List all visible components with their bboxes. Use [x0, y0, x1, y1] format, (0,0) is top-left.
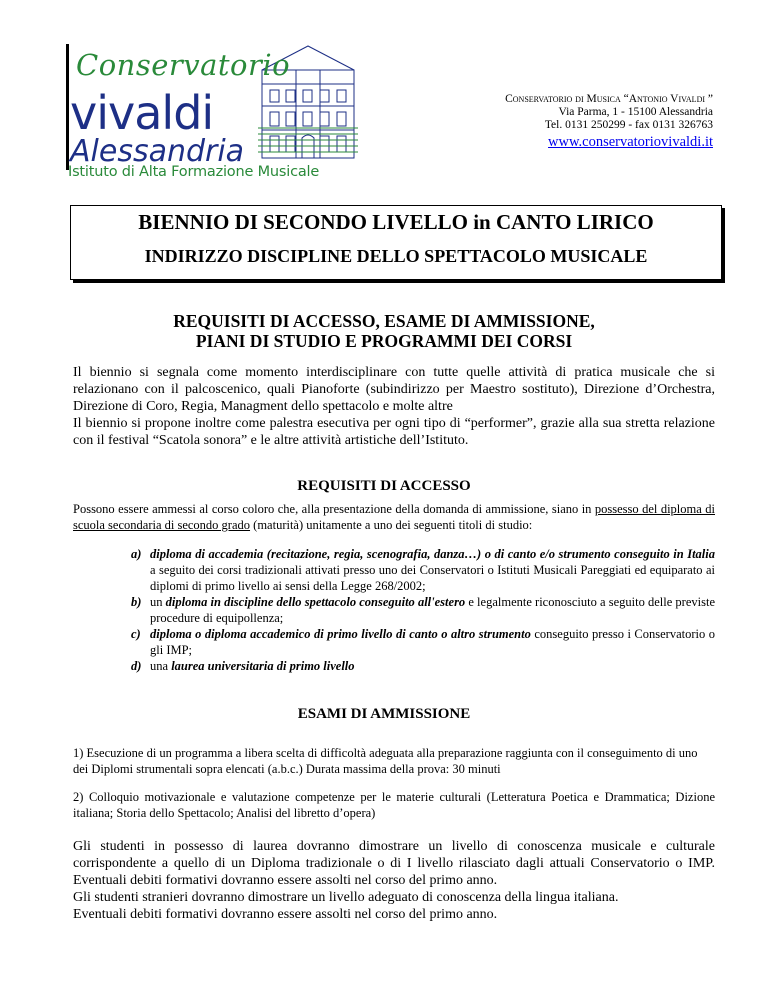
- esami-paragraph-3: Eventuali debiti formativi dovranno essere assolti nel corso del primo anno.: [73, 907, 498, 922]
- header-phone: Tel. 0131 250299 - fax 0131 326763: [544, 119, 713, 131]
- subtitle-line1: REQUISITI DI ACCESSO, ESAME DI AMMISSIONE,: [173, 311, 595, 331]
- esami-item-1: 1) Esecuzione di un programma a libera scelta di difficoltà adeguata alla preparazione raggiunta con il conseguimento di uno dei Diplomi strumentali sopra elencati (a.b.c.) Durata massima della prova: 30 minuti: [73, 746, 698, 776]
- esami-paragraph-2: Gli studenti stranieri dovranno dimostrare un livello adeguato di conoscenza della lingua italiana.: [73, 890, 619, 905]
- esami-item-2: 2) Colloquio motivazionale e valutazione competenze per le materie culturali (Letteratura Poetica e Drammatica; Dizione italiana; Storia dello Spettacolo; Analisi del libretto d’opera): [73, 790, 715, 820]
- logo-text-vivaldi: vivaldi: [70, 86, 214, 140]
- logo-text-conservatorio: Conservatorio: [76, 48, 291, 82]
- requisiti-list: [131, 546, 715, 674]
- title-line2: INDIRIZZO DISCIPLINE DELLO SPETTACOLO MUSICALE: [144, 246, 648, 266]
- title-line1: BIENNIO DI SECONDO LIVELLO in CANTO LIRICO: [138, 210, 654, 234]
- esami-notes: [73, 838, 715, 923]
- requisiti-item-c: c) diploma o diploma accademico di primo livello di canto o altro strumento conseguito presso i Conservatorio o gli IMP;: [131, 627, 715, 657]
- esami-paragraph-1: Gli studenti in possesso di laurea dovranno dimostrare un livello di conoscenza musicale e culturale corrispondente a quello di un Diploma tradizionale o di I livello rilasciato dagli attuali Conservatorio o IMP. Eventuali debiti formativi dovranno essere assolti nel corso del primo anno.: [73, 839, 715, 888]
- requisiti-item-b: b) un diploma in discipline dello spettacolo conseguito all'estero e legalmente riconosciuto a seguito delle previste procedure di equipollenza;: [131, 595, 715, 625]
- requisiti-heading: REQUISITI DI ACCESSO: [297, 478, 471, 494]
- intro-paragraph-1: Il biennio si segnala come momento interdisciplinare con tutte quelle attività di pratica musicale che si relazionano con il palcoscenico, quali Pianoforte (subindirizzo per Maestro sostituto), Direzione d’Orchestra, Direzione di Coro, Regia, Managment dello spettacolo e molte altre: [73, 365, 715, 414]
- logo-text-istituto: Istituto di Alta Formazione Musicale: [68, 164, 320, 180]
- intro-text: [73, 364, 715, 449]
- website-link[interactable]: www.conservatoriovivaldi.it: [548, 134, 713, 150]
- esami-heading: ESAMI DI AMMISSIONE: [297, 706, 471, 722]
- requisiti-item-a: a) diploma di accademia (recitazione, regia, scenografia, danza…) o di canto e/o strumento conseguito in Italia a seguito dei corsi tradizionali attivati presso uno dei Conservatori o Istituti Musicali Pareggiati ed equiparato ai diplomi di primo livello ai sensi della Legge 268/2002;: [131, 547, 715, 593]
- header-institution: Conservatorio di Musica “Antonio Vivaldi ”: [505, 93, 713, 105]
- requisiti-underlined: possesso del diploma di scuola secondaria di secondo grado: [73, 502, 715, 532]
- requisiti-item-d: d) una laurea universitaria di primo livello: [131, 659, 355, 673]
- title-box: [70, 205, 722, 280]
- header-address: Via Parma, 1 - 15100 Alessandria: [558, 106, 713, 118]
- conservatorio-logo: [68, 42, 358, 178]
- intro-paragraph-2: Il biennio si propone inoltre come palestra esecutiva per ogni tipo di “performer”, grazie alla sua stretta relazione con il festival “Scatola sonora” e le altre attività artistiche dell’Istituto.: [73, 416, 715, 448]
- requisiti-intro: Possono essere ammessi al corso coloro che, alla presentazione della domanda di ammissione, siano in possesso del diploma di scuola secondaria di secondo grado (maturità) unitamente a uno dei seguenti titoli di studio:: [73, 502, 715, 532]
- logo-text-alessandria: Alessandria: [70, 134, 245, 169]
- subtitle-line2: PIANI DI STUDIO E PROGRAMMI DEI CORSI: [195, 331, 573, 351]
